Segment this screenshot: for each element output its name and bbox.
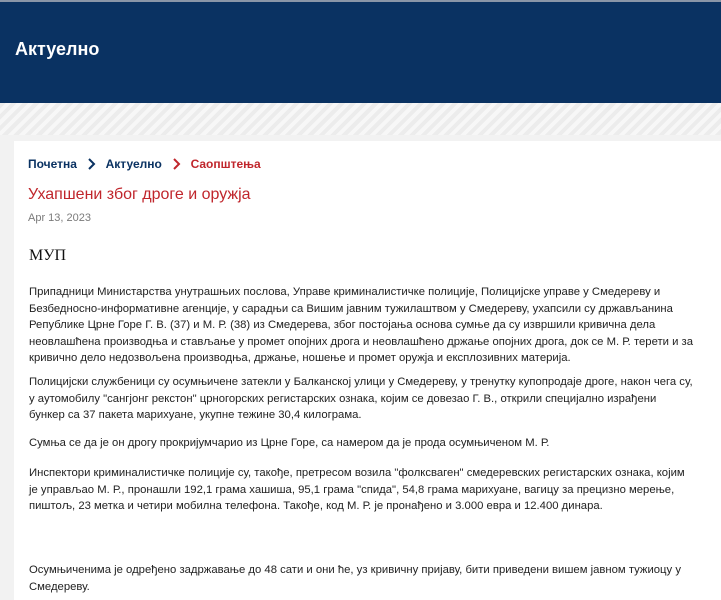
article-source: МУП <box>29 247 67 264</box>
article-paragraph: Полицијски службеници су осумњичене затекли у Балканској улици у Смедереву, у тренутку купопродаје дроге, након чега су, у аутомобилу "сангјонг рекстон" црногорских регистарских ознака, којим се довезао Г. В., открили специјално израђени бункер са 37 пакета марихуане, укупне тежине 30,4 килограма. <box>29 376 693 422</box>
article-paragraph: Инспектори криминалистичке полиције су, такође, претресом возила "фолксваген" смедеревских регистарских ознака, којим је управљао М. Р., пронашли 192,1 грама хашиша, 95,1 грама "спида", 54,8 грама марихуане, вагицу за прецизно мерење, пиштољ, 23 метка и четири мобилна телефона. Такође, код М. Р. је пронађено и 3.000 евра и 12.400 динара. <box>29 467 685 513</box>
decorative-stripes <box>0 103 721 135</box>
chevron-right-icon <box>171 158 183 170</box>
chevron-right-icon <box>86 158 98 170</box>
article-paragraph: Осумњиченима је одређено задржавање до 48 сати и они ће, уз кривичну пријаву, бити приведени вишем јавном тужиоцу у Смедереву. <box>29 564 681 593</box>
article-paragraph: Сумња се да је он дрогу прокријумчарио из Црне Горе, са намером да је прода осумњиченом М. Р. <box>29 437 550 449</box>
article-date: Apr 13, 2023 <box>28 212 91 224</box>
breadcrumb-news-link[interactable]: Актуелно <box>105 157 162 171</box>
breadcrumb-current: Саопштења <box>190 157 261 171</box>
article-paragraph: Припадници Министарства унутрашњих послова, Управе криминалистичке полиције, Полицијске управе у Смедереву и Безбедносно-информативне агенције, у сарадњи са Вишим јавним тужилаштвом у Смедереву, ухапсили су држављанина Републике Црне Горе Г. В. (37) и М. Р. (38) из Смедерева, због постојања основа сумње да су извршили кривична дела неовлашћена производња и стављање у промет опојних дрога и неовлашћено држање опојних дрога, док се М. Р. терети и за кривично дело недозвољена производња, држање, ношење и промет оружја и експлозивних материја. <box>29 286 694 365</box>
site-header <box>0 0 721 103</box>
article-card <box>14 141 721 600</box>
breadcrumb-home-link[interactable]: Почетна <box>28 157 77 171</box>
article-title: Ухапшени због дроге и оружја <box>28 186 251 203</box>
section-title: Актуелно <box>15 39 100 59</box>
breadcrumb <box>28 157 261 171</box>
